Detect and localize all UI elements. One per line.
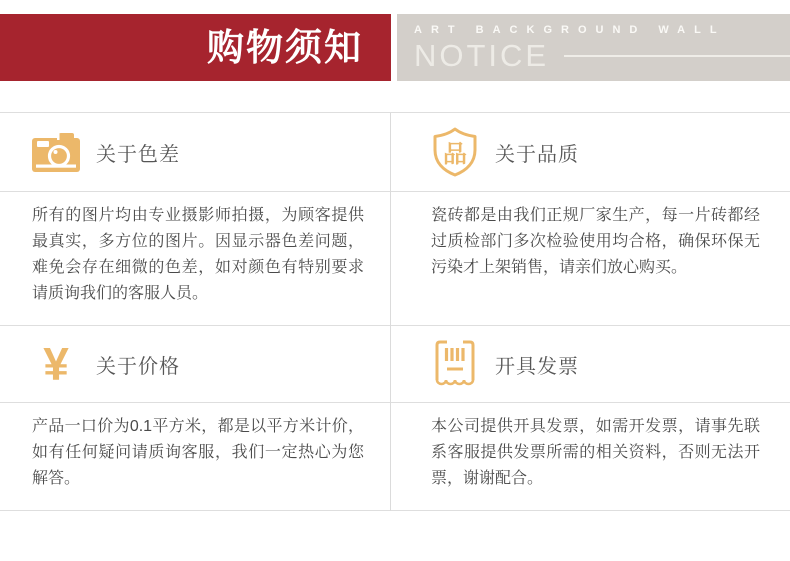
banner-red-block xyxy=(0,14,391,81)
banner-subtitle-en: ART BACKGROUND WALL xyxy=(414,24,726,36)
shield-icon xyxy=(431,127,479,177)
receipt-icon xyxy=(431,339,479,389)
notice-row xyxy=(414,39,790,73)
section-quality-header xyxy=(391,113,790,192)
section-invoice-text: 本公司提供开具发票，如需开发票，请事先联系客服提供发票所需的相关资料，否则无法开票，谢谢配合。 xyxy=(431,418,760,487)
header-banner xyxy=(0,14,790,81)
camera-icon xyxy=(32,127,80,177)
svg-text:品: 品 xyxy=(443,141,467,168)
page-title: 购物须知 xyxy=(207,27,363,68)
banner-gray-block xyxy=(397,14,790,81)
section-invoice-header xyxy=(391,326,790,403)
notice-label: NOTICE xyxy=(414,38,550,73)
section-color-body xyxy=(0,192,390,326)
notice-column-left xyxy=(0,113,390,511)
section-quality-title: 关于品质 xyxy=(495,143,579,166)
section-price-text: 产品一口价为0.1平方米，都是以平方米计价，如有任何疑问请质询客服，我们一定热心为您解答。 xyxy=(32,418,364,487)
section-color-text: 所有的图片均由专业摄影师拍摄，为顾客提供最真实，多方位的图片。因显示器色差问题，难免会存在细微的色差，如对颜色有特别要求请质询我们的客服人员。 xyxy=(32,207,364,302)
section-quality-body xyxy=(391,192,790,326)
section-invoice-body xyxy=(391,403,790,511)
yen-icon: ¥ xyxy=(43,338,69,390)
section-color-title: 关于色差 xyxy=(96,143,180,166)
section-color-header xyxy=(0,113,390,192)
section-price-header xyxy=(0,326,390,403)
section-price-body xyxy=(0,403,390,511)
section-price-title: 关于价格 xyxy=(96,355,180,378)
section-quality-text: 瓷砖都是由我们正规厂家生产，每一片砖都经过质检部门多次检验使用均合格，确保环保无污染才上架销售，请亲们放心购买。 xyxy=(431,207,760,276)
notice-column-right xyxy=(391,113,790,511)
notice-rule-line xyxy=(564,55,790,57)
notice-grid xyxy=(0,112,790,511)
section-invoice-title: 开具发票 xyxy=(495,355,579,378)
